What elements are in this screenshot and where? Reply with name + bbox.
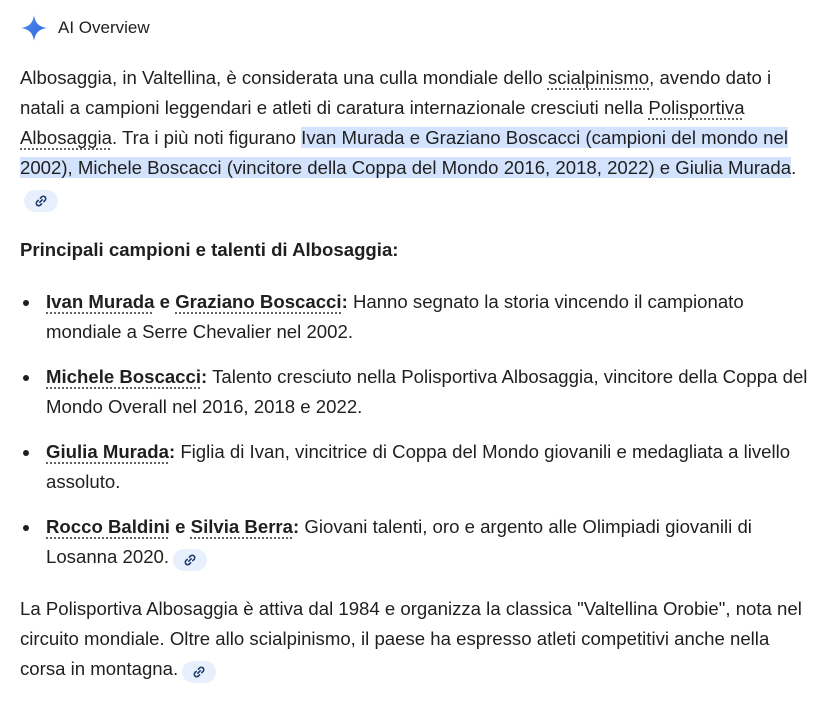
ai-overview-title: AI Overview: [58, 18, 150, 37]
bullet: [23, 375, 29, 381]
term-link-scialpinismo[interactable]: scialpinismo: [547, 67, 650, 88]
term-link-polisportiva[interactable]: Polisportiva Albosaggia: [20, 97, 745, 148]
bullet: [23, 525, 29, 531]
joiner: e: [154, 291, 176, 312]
bullet: [23, 300, 29, 306]
overview-content: [20, 63, 810, 684]
colon: :: [293, 516, 300, 537]
highlighted-text: Ivan Murada e Graziano Boscacci (campioni del mondo nel 2002), Michele Boscacci (vincitore della Coppa del Mondo 2016, 2018, 2022) e Giulia Murada: [20, 127, 792, 178]
gemini-sparkle-icon: [20, 14, 48, 42]
intro-paragraph: [20, 63, 810, 213]
intro-text: . Tra i più noti figurano: [112, 127, 302, 148]
ai-overview-header: [20, 12, 150, 44]
name-link[interactable]: Giulia Murada: [46, 441, 169, 462]
bullet: [23, 450, 29, 456]
list-item: [20, 512, 810, 572]
name-link[interactable]: Michele Boscacci: [46, 366, 202, 387]
colon: :: [201, 366, 208, 387]
champions-list: [20, 287, 810, 572]
intro-text: .: [791, 157, 797, 178]
list-item: [20, 362, 810, 422]
list-item: [20, 287, 810, 347]
item-text: Hanno segnato la storia vincendo il campionato mondiale a Serre Chevalier nel 2002.: [46, 291, 744, 342]
link-icon: [183, 553, 197, 567]
list-item: [20, 437, 810, 497]
item-text: Figlia di Ivan, vincitrice di Coppa del Mondo giovanili e medagliata a livello assoluto.: [46, 441, 791, 492]
source-link-chip[interactable]: [173, 549, 207, 571]
name-link[interactable]: Ivan Murada: [46, 291, 155, 312]
source-link-chip[interactable]: [24, 190, 58, 212]
intro-text: Albosaggia, in Valtellina, è considerata una culla mondiale dello: [20, 67, 548, 88]
item-text: Giovani talenti, oro e argento alle Olimpiadi giovanili di Losanna 2020.: [46, 516, 752, 567]
colon: :: [168, 441, 176, 462]
joiner: e: [169, 516, 191, 537]
intro-text: , avendo dato i natali a campioni leggendari e atleti di caratura internazionale cresciuti nella: [20, 67, 772, 118]
section-heading: Principali campioni e talenti di Albosaggia:: [20, 239, 399, 260]
link-icon: [34, 194, 48, 208]
name-link[interactable]: Silvia Berra: [190, 516, 294, 537]
name-link[interactable]: Rocco Baldini: [46, 516, 170, 537]
final-paragraph: [20, 594, 810, 684]
name-link[interactable]: Graziano Boscacci: [175, 291, 342, 312]
item-text: Talento cresciuto nella Polisportiva Albosaggia, vincitore della Coppa del Mondo Overall nel 2016, 2018 e 2022.: [46, 366, 808, 417]
colon: :: [341, 291, 348, 312]
source-link-chip[interactable]: [182, 661, 216, 683]
link-icon: [192, 665, 206, 679]
final-text: La Polisportiva Albosaggia è attiva dal 1984 e organizza la classica "Valtellina Orobie", nota nel circuito mondiale. Oltre allo scialpinismo, il paese ha espresso atleti competitivi anche nella corsa in montagna.: [20, 598, 802, 679]
